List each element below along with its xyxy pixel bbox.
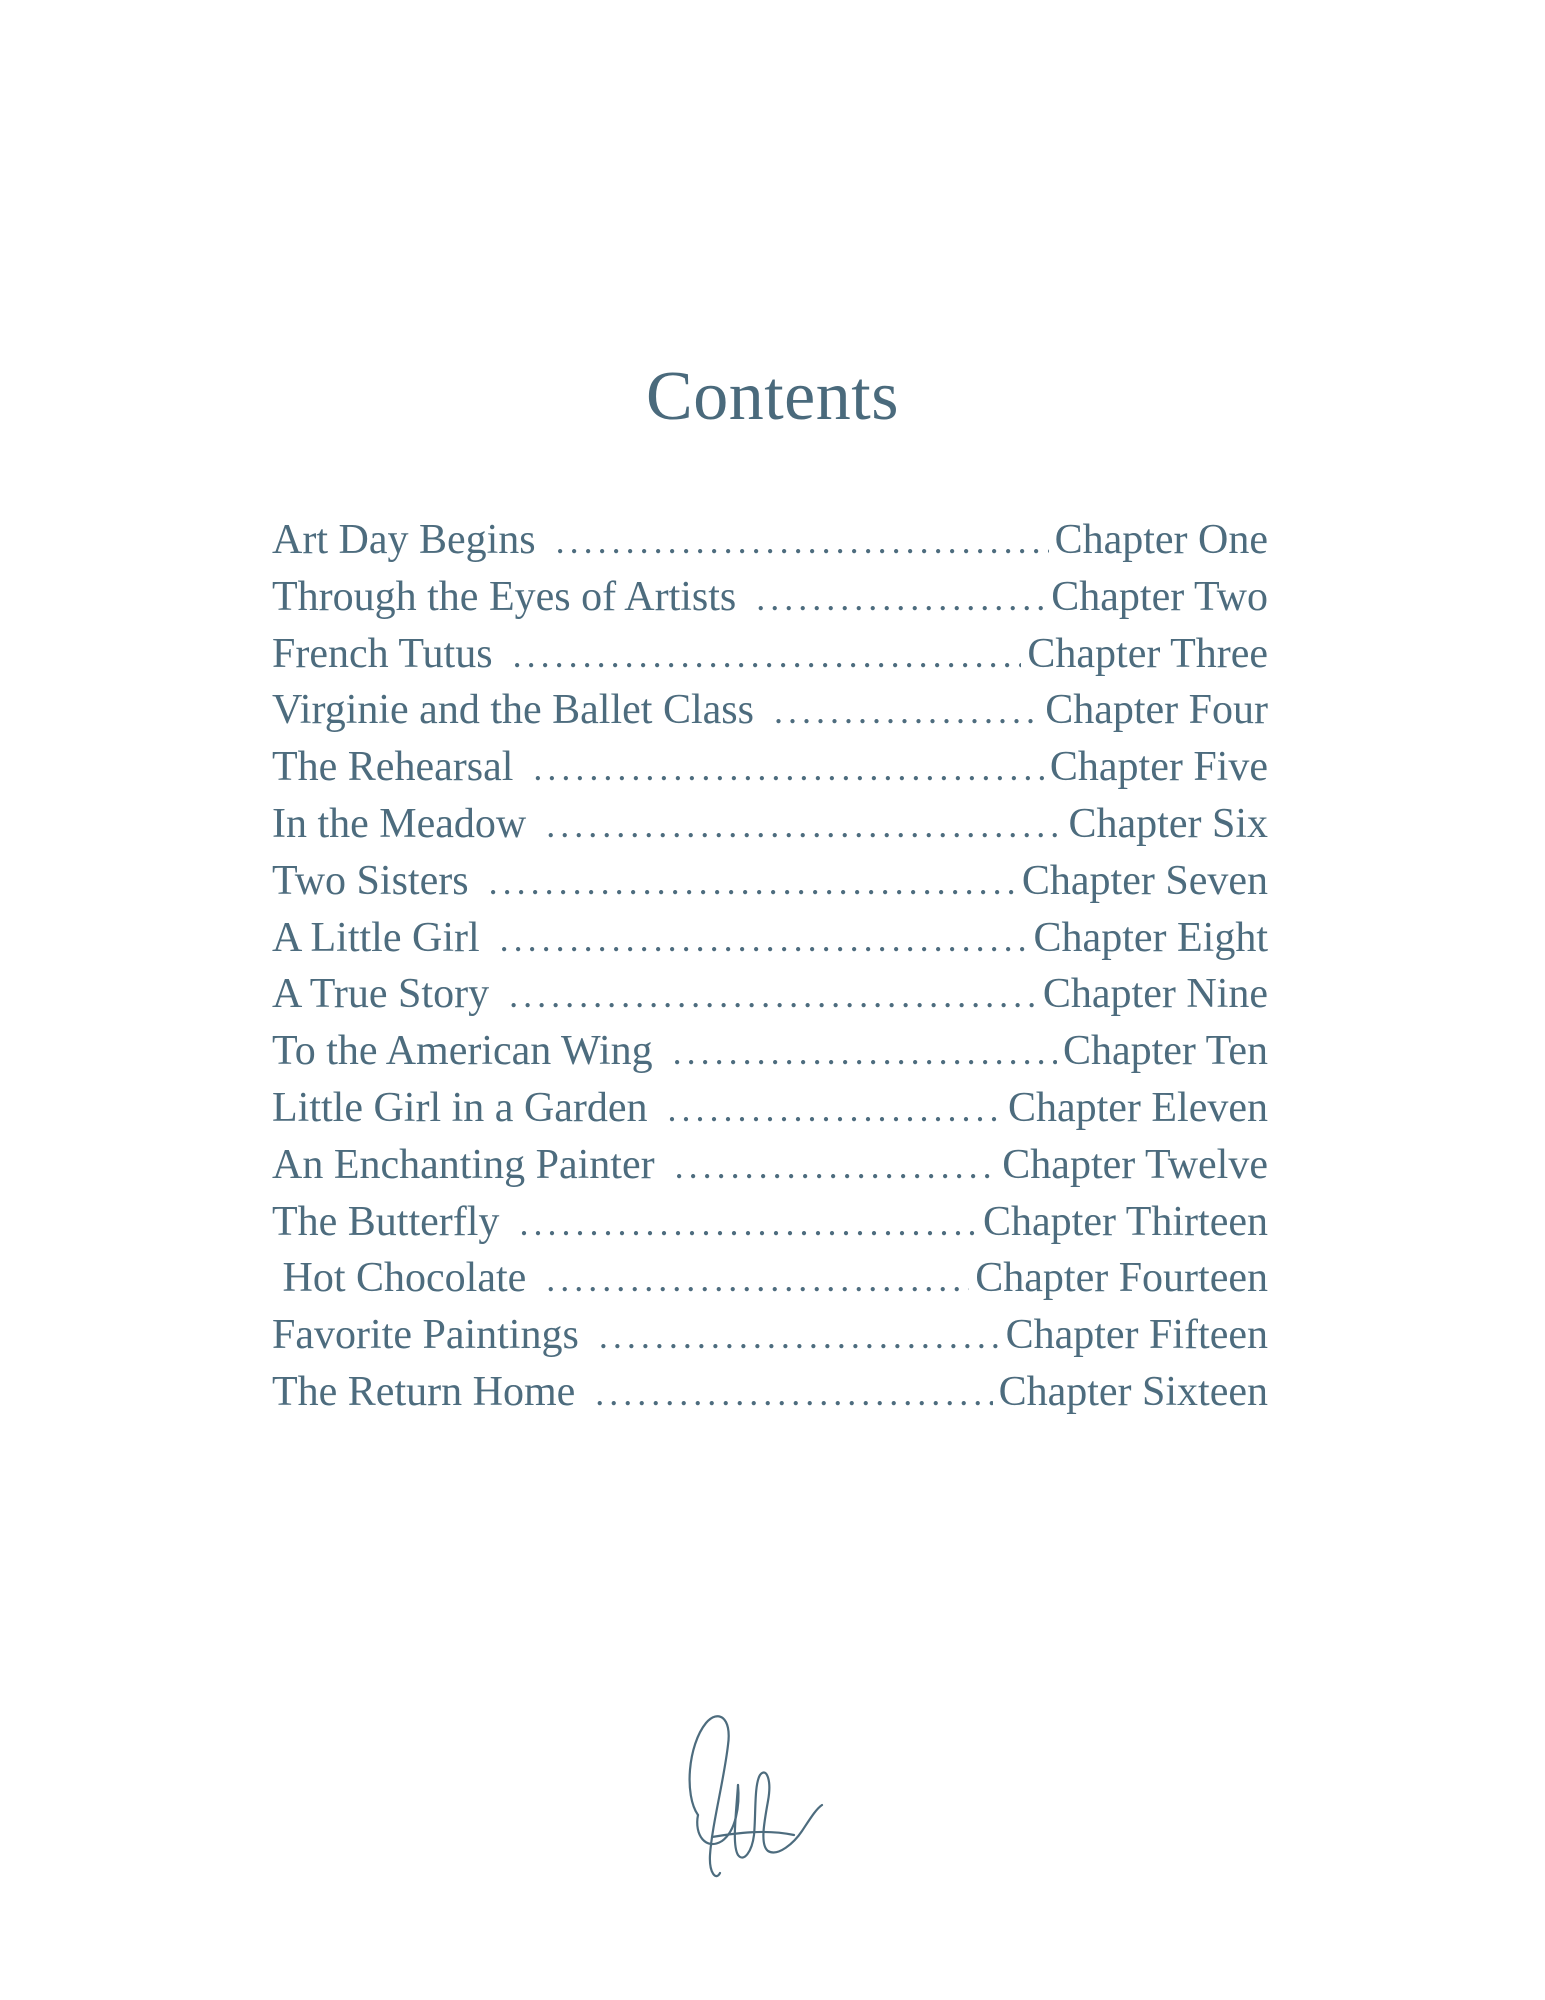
toc-entry-title: Art Day Begins — [272, 517, 536, 563]
toc-entry-chapter: Chapter Two — [1051, 573, 1268, 620]
toc-dot-leader — [500, 911, 1028, 967]
toc-entry[interactable] — [272, 1080, 1268, 1137]
toc-entry[interactable] — [272, 682, 1268, 739]
toc-dot-leader — [509, 967, 1037, 1023]
toc-entry-chapter: Chapter Three — [1027, 630, 1268, 677]
toc-dot-leader — [756, 570, 1045, 626]
toc-dot-leader — [673, 1024, 1057, 1080]
toc-entry[interactable] — [272, 1307, 1268, 1364]
toc-entry-chapter: Chapter Fourteen — [975, 1255, 1268, 1302]
toc-entry-title: An Enchanting Painter — [272, 1141, 655, 1188]
toc-entry-title: In the Meadow — [272, 800, 527, 847]
toc-entry-chapter: Chapter Sixteen — [998, 1368, 1268, 1415]
toc-entry[interactable] — [272, 853, 1268, 910]
toc-entry-title: Virginie and the Ballet Class — [272, 687, 754, 734]
toc-dot-leader — [513, 627, 1022, 683]
toc-entry-chapter: Chapter Nine — [1042, 971, 1268, 1018]
page-title: Contents — [646, 358, 899, 435]
toc-entry-title: Through the Eyes of Artists — [272, 573, 737, 620]
toc-entry[interactable] — [272, 966, 1268, 1023]
toc-entry[interactable] — [272, 1364, 1268, 1421]
toc-entry-title: Little Girl in a Garden — [272, 1084, 648, 1131]
toc-entry-chapter: Chapter Six — [1068, 800, 1268, 847]
toc-dot-leader — [489, 854, 1016, 910]
toc-entry-chapter: Chapter Seven — [1021, 857, 1268, 904]
toc-dot-leader — [774, 683, 1039, 739]
signature-monogram-icon — [676, 1705, 836, 1885]
toc-entry-title: The Rehearsal — [272, 744, 514, 791]
toc-entry-title: Two Sisters — [272, 857, 469, 904]
toc-entry-title: A True Story — [272, 971, 490, 1018]
toc-dot-leader — [599, 1308, 1000, 1364]
toc-dot-leader — [533, 740, 1043, 796]
table-of-contents — [272, 512, 1268, 1421]
toc-entry-title: French Tutus — [272, 630, 493, 677]
toc-entry-chapter: Chapter Fifteen — [1005, 1312, 1268, 1359]
toc-entry-chapter: Chapter Four — [1045, 687, 1268, 734]
toc-entry-title: The Butterfly — [272, 1198, 500, 1245]
toc-entry[interactable] — [272, 739, 1268, 796]
toc-entry[interactable] — [272, 512, 1268, 569]
toc-dot-leader — [546, 1251, 969, 1307]
toc-entry-chapter: Chapter Five — [1049, 744, 1268, 791]
toc-dot-leader — [519, 1195, 977, 1251]
toc-dot-leader — [675, 1138, 997, 1194]
toc-entry-title: Favorite Paintings — [272, 1312, 579, 1359]
toc-entry-chapter: Chapter Eight — [1033, 914, 1268, 961]
toc-entry-title: The Return Home — [272, 1368, 576, 1415]
toc-entry-chapter: Chapter Twelve — [1002, 1141, 1268, 1188]
toc-dot-leader — [668, 1081, 1002, 1137]
toc-entry[interactable] — [272, 626, 1268, 683]
toc-entry-title: A Little Girl — [272, 914, 480, 961]
toc-entry-chapter: Chapter Ten — [1062, 1028, 1268, 1075]
toc-entry[interactable] — [272, 1194, 1268, 1251]
toc-dot-leader — [595, 1365, 992, 1421]
toc-dot-leader — [546, 797, 1062, 853]
toc-entry-title: To the American Wing — [272, 1028, 653, 1075]
toc-entry-chapter: Chapter Eleven — [1007, 1084, 1268, 1131]
toc-entry[interactable] — [272, 796, 1268, 853]
toc-entry[interactable] — [272, 910, 1268, 967]
toc-entry-chapter: Chapter Thirteen — [983, 1198, 1268, 1245]
toc-entry[interactable] — [272, 1250, 1268, 1307]
toc-entry[interactable] — [272, 569, 1268, 626]
toc-entry[interactable] — [272, 1137, 1268, 1194]
toc-entry[interactable] — [272, 1023, 1268, 1080]
toc-entry-title: Hot Chocolate — [272, 1255, 527, 1302]
toc-entry-chapter: Chapter One — [1054, 517, 1268, 563]
toc-dot-leader — [556, 513, 1049, 569]
